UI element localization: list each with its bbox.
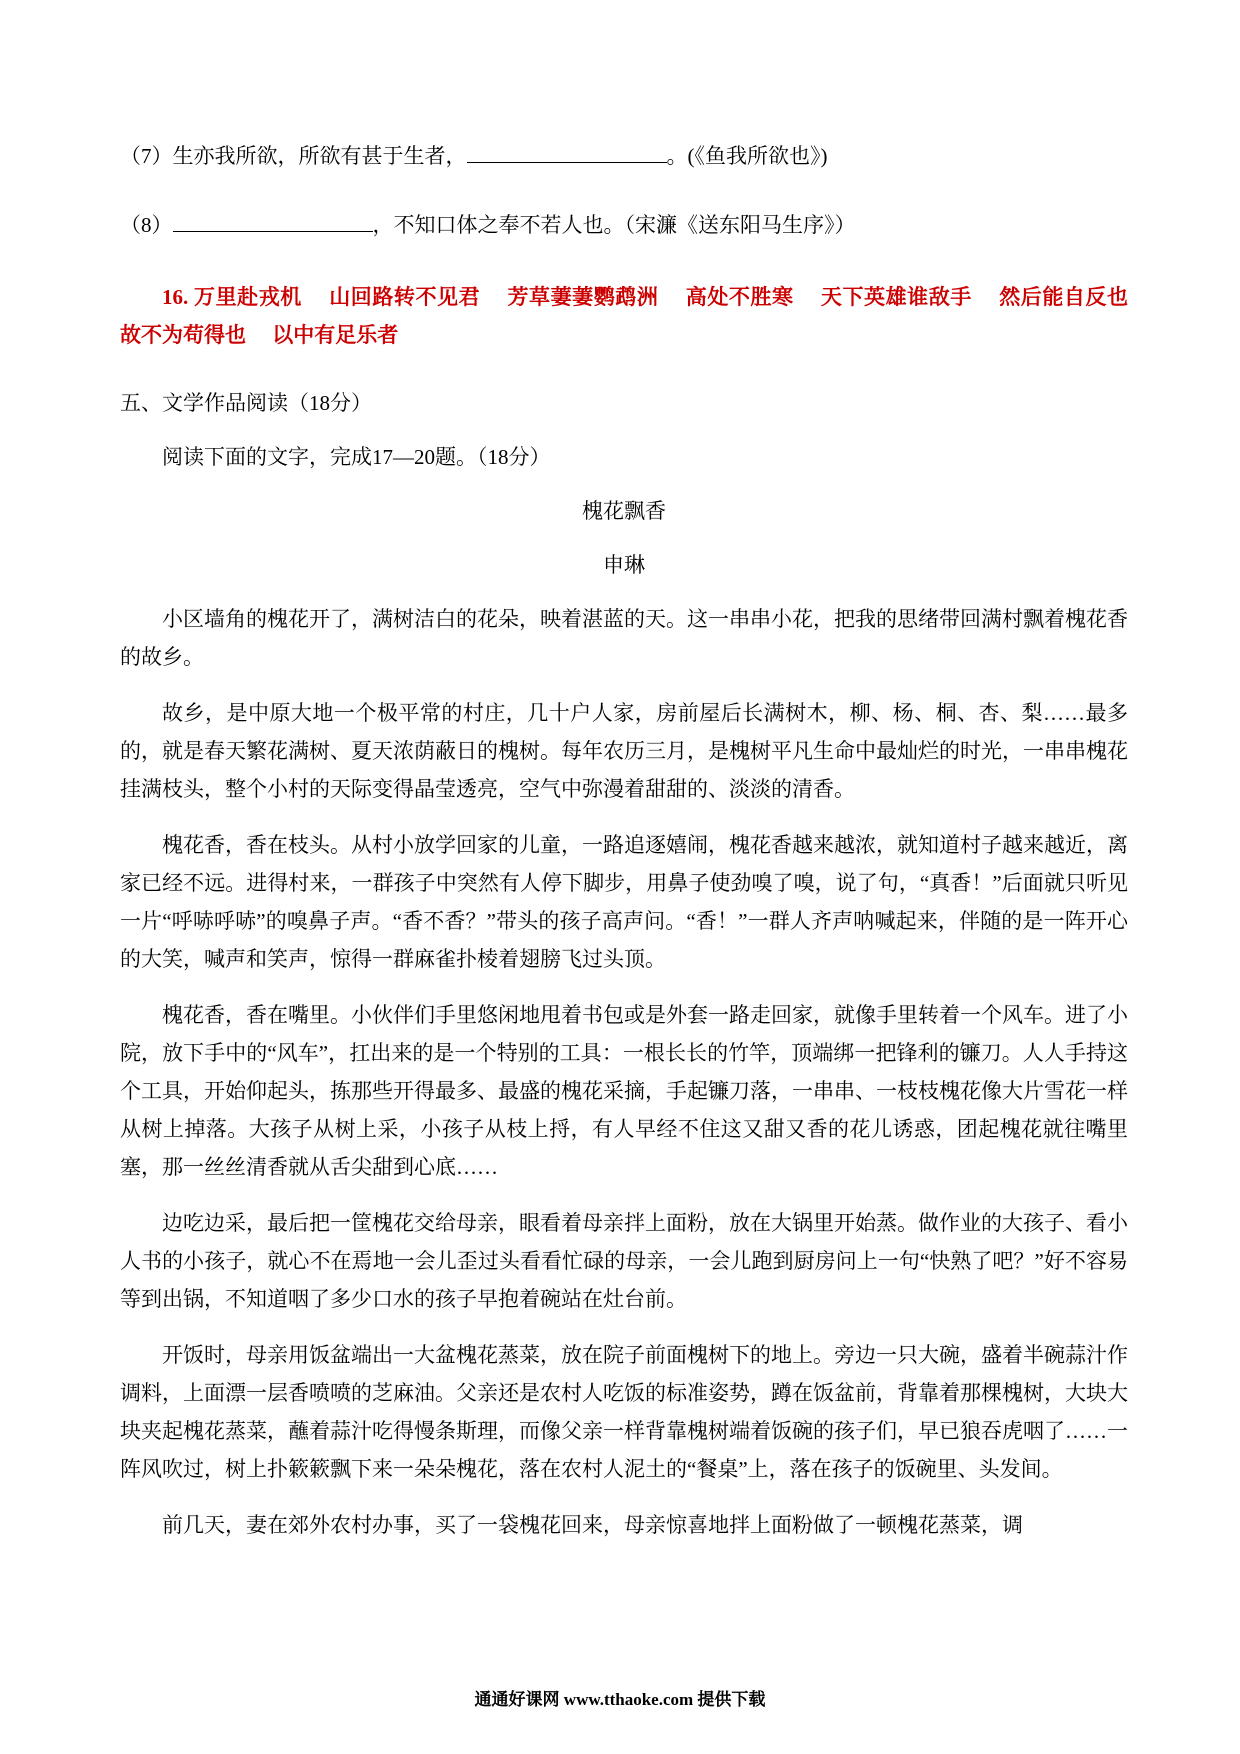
article-author: 申琳 [603, 553, 645, 578]
article-paragraph-6: 开饭时，母亲用饭盆端出一大盆槐花蒸菜，放在院子前面槐树下的地上。旁边一只大碗，盛着半碗蒜汁作调料，上面漂一层香喷喷的芝麻油。父亲还是农村人吃饭的标准姿势，蹲在饭盆前，背靠着那棵槐树，大块大块夹起槐花蒸菜，蘸着蒜汁吃得慢条斯理，而像父亲一样背靠槐树端着饭碗的孩子们，早已狼吞虎咽了……一阵风吹过，树上扑簌簌飘下来一朵朵槐花，落在农村人泥土的“餐桌”上，落在孩子的饭碗里、头发间。 [120, 1343, 1128, 1482]
fill-blank-item-8 [120, 209, 1128, 240]
fill-blank-7-line [467, 140, 667, 163]
fill-blank-item-7 [120, 140, 1128, 171]
page-footer: 通通好课网 www.tthaoke.com 提供下载 [474, 1690, 766, 1709]
fill-blank-8-post-text: ，不知口体之奉不若人也。（宋濂《送东阳马生序》） [372, 213, 856, 238]
fill-blank-7-post-text: 。(《鱼我所欲也》) [666, 144, 828, 169]
article-paragraph-2: 故乡，是中原大地一个极平常的村庄，几十户人家，房前屋后长满树木，柳、杨、桐、杏、梨……最多的，就是春天繁花满树、夏天浓荫蔽日的槐树。每年农历三月，是槐树平凡生命中最灿烂的时光，一串串槐花挂满枝头，整个小村的天际变得晶莹透亮，空气中弥漫着甜甜的、淡淡的清香。 [120, 701, 1128, 802]
article-paragraph-4: 槐花香，香在嘴里。小伙伴们手里悠闲地甩着书包或是外套一路走回家，就像手里转着一个风车。进了小院，放下手中的“风车”，扛出来的是一个特别的工具：一根长长的竹竿，顶端绑一把锋利的镰刀。人人手持这个工具，开始仰起头，拣那些开得最多、最盛的槐花采摘，手起镰刀落，一串串、一枝枝槐花像大片雪花一样从树上掉落。大孩子从树上采，小孩子从枝上捋，有人早经不住这又甜又香的花儿诱惑，团起槐花就往嘴里塞，那一丝丝清香就从舌尖甜到心底…… [120, 1003, 1128, 1180]
fill-blank-7-pre-text: （7）生亦我所欲，所欲有甚于生者， [120, 144, 467, 169]
article-paragraph-3: 槐花香，香在枝头。从村小放学回家的儿童，一路追逐嬉闹，槐花香越来越浓，就知道村子越来越近，离家已经不远。进得村来，一群孩子中突然有人停下脚步，用鼻子使劲嗅了嗅，说了句，“真香！”后面就只听见一片“呼哧呼哧”的嗅鼻子声。“香不香？”带头的孩子高声问。“香！”一群人齐声呐喊起来，伴随的是一阵开心的大笑，喊声和笑声，惊得一群麻雀扑棱着翅膀飞过头顶。 [120, 833, 1128, 972]
reading-instruction: 阅读下面的文字，完成17—20题。（18分） [162, 445, 551, 470]
section-heading: 五、文学作品阅读（18分） [120, 391, 372, 416]
fill-blank-8-pre-text: （8） [120, 213, 173, 238]
answer-key-16: 16. 万里赴戎机 山回路转不见君 芳草萋萋鹦鹉洲 高处不胜寒 天下英雄谁敌手 然后能自反也 故不为苟得也 以中有足乐者 [120, 285, 1155, 348]
fill-blank-8-line [173, 209, 373, 232]
article-paragraph-5: 边吃边采，最后把一筐槐花交给母亲，眼看着母亲拌上面粉，放在大锅里开始蒸。做作业的大孩子、看小人书的小孩子，就心不在焉地一会儿歪过头看看忙碌的母亲，一会儿跑到厨房问上一句“快熟了吧？”好不容易等到出锅，不知道咽了多少口水的孩子早抱着碗站在灶台前。 [120, 1211, 1128, 1312]
article-paragraph-1: 小区墙角的槐花开了，满树洁白的花朵，映着湛蓝的天。这一串串小花，把我的思绪带回满村飘着槐花香的故乡。 [120, 607, 1128, 670]
article-paragraph-7: 前几天，妻在郊外农村办事，买了一袋槐花回来，母亲惊喜地拌上面粉做了一顿槐花蒸菜，调 [162, 1513, 1023, 1538]
article-title: 槐花飘香 [582, 499, 666, 524]
article [120, 492, 1128, 1544]
